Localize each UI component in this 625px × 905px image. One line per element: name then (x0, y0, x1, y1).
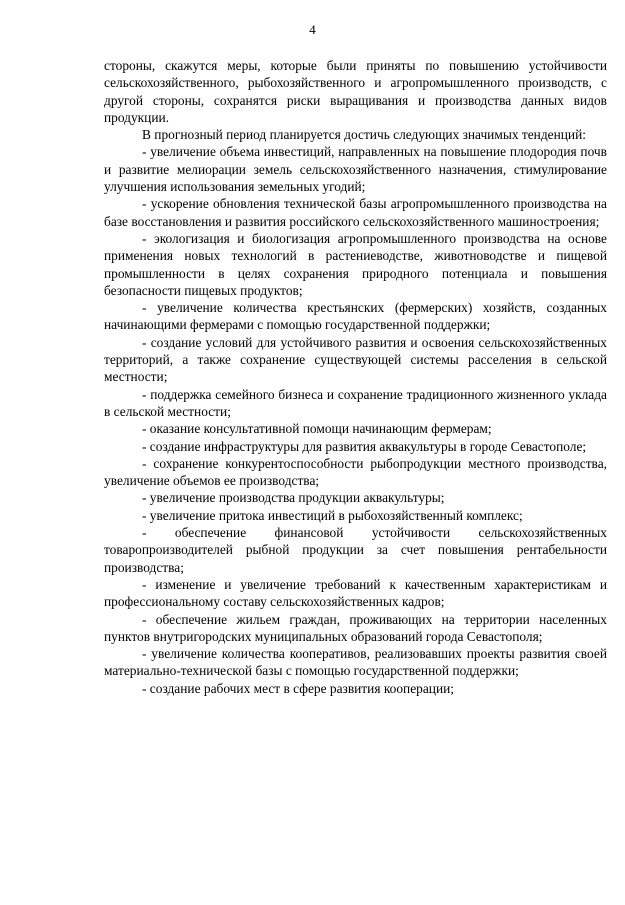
list-item: - поддержка семейного бизнеса и сохранение традиционного жизненного уклада в сельской местности; (104, 386, 607, 419)
list-item: - создание условий для устойчивого развития и освоения сельскохозяйственных территорий, а также сохранение существующей системы расселения в сельской местности; (104, 334, 607, 385)
list-item: - ускорение обновления технической базы агропромышленного производства на базе восстановления и развития российского сельскохозяйственного машиностроения; (104, 196, 607, 229)
list-item: - экологизация и биологизация агропромышленного производства на основе применения новых технологий в растениеводстве, животноводстве и пищевой промышленности в целях сохранения природного потенциала и повышения безопасности пищевых продуктов; (104, 230, 607, 298)
document-body (104, 57, 607, 697)
list-item: - создание рабочих мест в сфере развития кооперации; (142, 680, 455, 696)
paragraph-continuation: стороны, скажутся меры, которые были приняты по повышению устойчивости сельскохозяйственного, рыбохозяйственного и агропромышленного производств, с другой стороны, сохранятся риски выращивания и производства данных видов продукции. (104, 58, 607, 125)
list-item: - увеличение объема инвестиций, направленных на повышение плодородия почв и развитие мелиорации земель сельскохозяйственного назначения, стимулирование улучшения использования земельных угодий; (104, 144, 607, 195)
list-item: - обеспечение финансовой устойчивости сельскохозяйственных товаропроизводителей рыбной продукции за счет повышения рентабельности производства; (104, 525, 607, 575)
page-number: 4 (309, 22, 316, 37)
list-item: - увеличение производства продукции аквакультуры; (142, 490, 445, 506)
list-item: - увеличение притока инвестиций в рыбохозяйственный комплекс; (142, 507, 523, 523)
list-item: - оказание консультативной помощи начинающим фермерам; (142, 421, 492, 437)
list-item: - увеличение количества кооперативов, реализовавших проекты развития своей материально-технической базы с помощью государственной поддержки; (104, 646, 607, 679)
list-item: - сохранение конкурентоспособности рыбопродукции местного производства, увеличение объемов ее производства; (104, 455, 607, 489)
paragraph-intro: В прогнозный период планируется достичь следующих значимых тенденций: (142, 127, 586, 143)
list-item: - изменение и увеличение требований к качественным характеристикам и профессиональному составу сельскохозяйственных кадров; (104, 576, 607, 610)
list-item: - обеспечение жильем граждан, проживающих на территории населенных пунктов внутригородских муниципальных образований города Севастополя; (104, 611, 607, 644)
list-item: - создание инфраструктуры для развития аквакультуры в городе Севастополе; (142, 438, 587, 454)
list-item: - увеличение количества крестьянских (фермерских) хозяйств, созданных начинающими фермерами с помощью государственной поддержки; (104, 300, 607, 333)
